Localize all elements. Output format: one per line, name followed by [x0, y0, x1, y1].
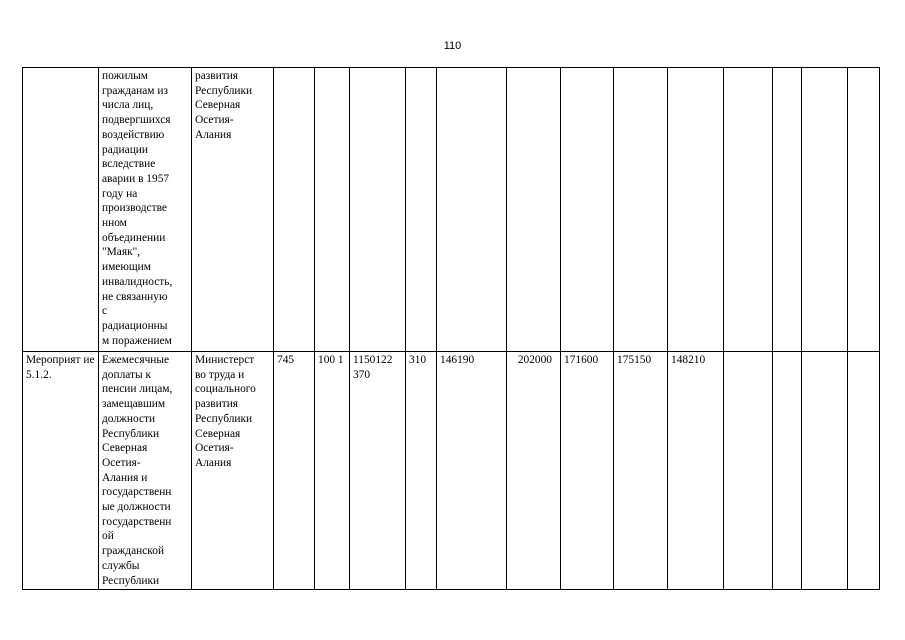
cell-line: нном	[102, 217, 127, 230]
year-value-cell	[668, 68, 724, 352]
cell-line: Республики	[102, 574, 160, 587]
year-value-cell	[614, 68, 668, 352]
cell-line: году на	[102, 187, 138, 200]
activity-description-cell	[99, 352, 192, 590]
cell-line: Республики	[195, 84, 253, 97]
cell-line: Северная	[195, 99, 241, 112]
cell-line: ой	[102, 530, 114, 543]
executor-cell	[192, 352, 274, 590]
year-value-cell	[437, 68, 507, 352]
year-value-cell: 171600	[561, 352, 614, 590]
year-value-cell	[507, 68, 561, 352]
year-value-cell	[802, 352, 848, 590]
section-cell	[315, 68, 350, 352]
expense-type-cell	[406, 68, 437, 352]
cell-line: не связанную	[102, 290, 168, 303]
cell-line: службы	[102, 559, 140, 572]
year-value-cell	[802, 68, 848, 352]
grbs-cell: 745	[274, 352, 315, 590]
cell-line: государственн	[102, 486, 172, 499]
cell-line: развития	[195, 70, 239, 82]
cell-line: Республики	[102, 427, 160, 440]
grbs-cell	[274, 68, 315, 352]
cell-line: числа лиц,	[102, 99, 154, 112]
section-cell: 100 1	[315, 352, 350, 590]
executor-text	[195, 69, 271, 143]
cell-line: пенсии лицам,	[102, 383, 173, 396]
cell-line: Осетия-	[195, 442, 234, 455]
cell-line: Северная	[102, 442, 148, 455]
activity-description-cell	[99, 68, 192, 352]
activity-code-cell: Мероприят ие 5.1.2.	[23, 352, 99, 590]
cell-line: Осетия-	[195, 114, 234, 127]
activity-code-cell	[23, 68, 99, 352]
cell-line: "Маяк",	[102, 246, 141, 259]
cell-line: Северная	[195, 427, 241, 440]
year-value-cell: 146190	[437, 352, 507, 590]
cell-line: аварии в 1957	[102, 172, 170, 185]
year-value-cell	[773, 352, 802, 590]
cell-line: вследствие	[102, 158, 156, 171]
cell-line: государственн	[102, 515, 172, 528]
year-value-cell	[848, 68, 880, 352]
cell-line: инвалидность,	[102, 275, 173, 288]
cell-line: гражданам из	[102, 84, 168, 97]
year-value-cell	[724, 352, 773, 590]
year-value-cell	[773, 68, 802, 352]
executor-cell	[192, 68, 274, 352]
year-value-cell: 202000	[507, 352, 561, 590]
activity-description-text	[102, 69, 189, 348]
cell-line: Алания и	[102, 471, 148, 484]
cell-line: имеющим	[102, 261, 151, 274]
cell-line: с	[102, 305, 108, 318]
executor-text	[195, 353, 271, 471]
cell-line: Алания	[195, 128, 232, 141]
target-article-cell: 1150122 370	[350, 352, 406, 590]
table-row	[23, 68, 880, 352]
cell-line: должности	[102, 412, 156, 425]
cell-line: социального	[195, 383, 256, 396]
cell-line: во труда и	[195, 368, 245, 381]
cell-line: воздействию	[102, 128, 165, 141]
year-value-cell	[848, 352, 880, 590]
cell-line: ые должности	[102, 501, 171, 514]
target-article-cell	[350, 68, 406, 352]
cell-line: гражданской	[102, 545, 165, 558]
year-value-cell	[561, 68, 614, 352]
cell-line: производстве	[102, 202, 167, 215]
cell-line: Ежемесячные	[102, 354, 170, 366]
program-table	[22, 67, 880, 590]
cell-line: Министерст	[195, 354, 255, 366]
cell-line: подвергшихся	[102, 114, 171, 127]
table-row	[23, 352, 880, 590]
year-value-cell	[724, 68, 773, 352]
cell-line: замещавшим	[102, 398, 166, 411]
year-value-cell: 148210	[668, 352, 724, 590]
expense-type-cell: 310	[406, 352, 437, 590]
cell-line: м поражением	[102, 334, 172, 347]
cell-line: развития	[195, 398, 239, 411]
cell-line: пожилым	[102, 70, 149, 82]
cell-line: доплаты к	[102, 368, 152, 381]
cell-line: Осетия-	[102, 456, 141, 469]
cell-line: объединении	[102, 231, 166, 244]
year-value-cell: 175150	[614, 352, 668, 590]
cell-line: Алания	[195, 456, 232, 469]
activity-description-text	[102, 353, 189, 588]
cell-line: радиационны	[102, 319, 168, 332]
page-number: 110	[443, 40, 462, 52]
cell-line: Республики	[195, 412, 253, 425]
cell-line: радиации	[102, 143, 148, 156]
